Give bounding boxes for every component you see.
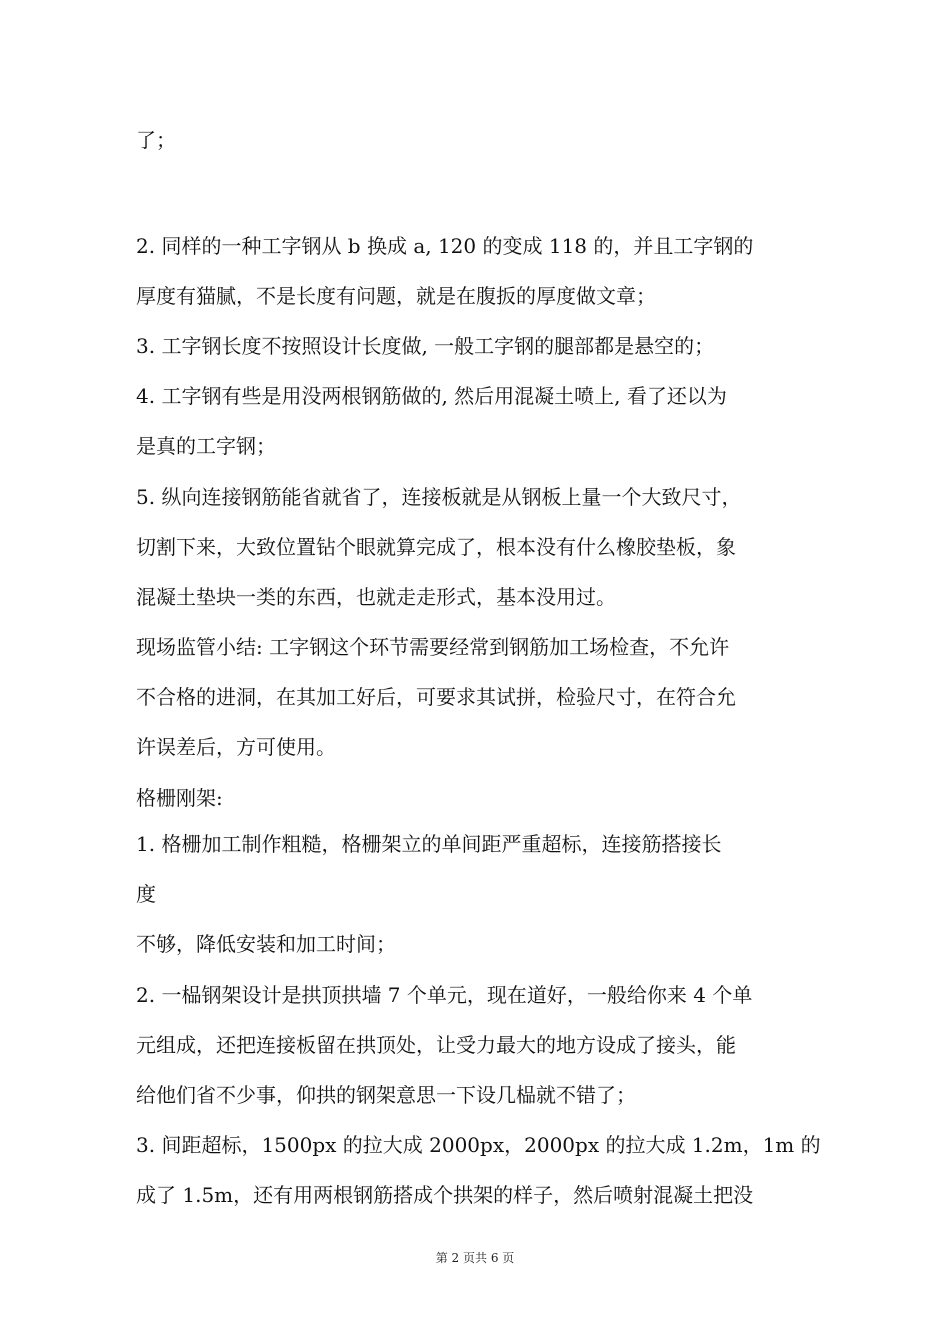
text-line: 3. 间距超标，1500px 的拉大成 2000px，2000px 的拉大成 1.2m，1m 的: [136, 1133, 821, 1157]
section-heading: 格栅刚架:: [136, 786, 223, 810]
text-line: 不够，降低安装和加工时间；: [136, 932, 396, 956]
text-line: 是真的工字钢；: [136, 434, 276, 458]
text-line: 切割下来，大致位置钻个眼就算完成了，根本没有什么橡胶垫板，象: [136, 535, 736, 559]
text-line: 现场监管小结: 工字钢这个环节需要经常到钢筋加工场检查，不允许: [136, 635, 730, 659]
text-line: 2. 一榀钢架设计是拱顶拱墙 7 个单元，现在道好，一般给你来 4 个单: [136, 983, 753, 1007]
text-line: 1. 格栅加工制作粗糙，格栅架立的单间距严重超标，连接筋搭接长: [136, 832, 722, 856]
text-line: 不合格的进洞，在其加工好后，可要求其试拼，检验尺寸，在符合允: [136, 685, 736, 709]
text-line: 成了 1.5m，还有用两根钢筋搭成个拱架的样子，然后喷射混凝土把没: [136, 1183, 754, 1207]
text-line: 厚度有猫腻，不是长度有问题，就是在腹扳的厚度做文章；: [136, 284, 656, 308]
text-line: 给他们省不少事，仰拱的钢架意思一下设几榀就不错了；: [136, 1083, 636, 1107]
text-line: 混凝土垫块一类的东西，也就走走形式，基本没用过。: [136, 585, 616, 609]
page-number: 第 2 页共 6 页: [435, 1251, 515, 1265]
text-line: 2. 同样的一种工字钢从 b 换成 a, 120 的变成 118 的，并且工字钢的: [136, 234, 754, 258]
text-line: 5. 纵向连接钢筋能省就省了，连接板就是从钢板上量一个大致尺寸，: [136, 485, 742, 509]
text-line: 元组成，还把连接板留在拱顶处，让受力最大的地方设成了接头，能: [136, 1033, 736, 1057]
text-line: 4. 工字钢有些是用没两根钢筋做的, 然后用混凝土喷上, 看了还以为: [136, 384, 727, 408]
text-line: 了；: [136, 128, 176, 152]
text-line: 度: [136, 882, 156, 906]
text-line: 3. 工字钢长度不按照设计长度做, 一般工字钢的腿部都是悬空的；: [136, 334, 715, 358]
text-line: 许误差后，方可使用。: [136, 735, 336, 759]
